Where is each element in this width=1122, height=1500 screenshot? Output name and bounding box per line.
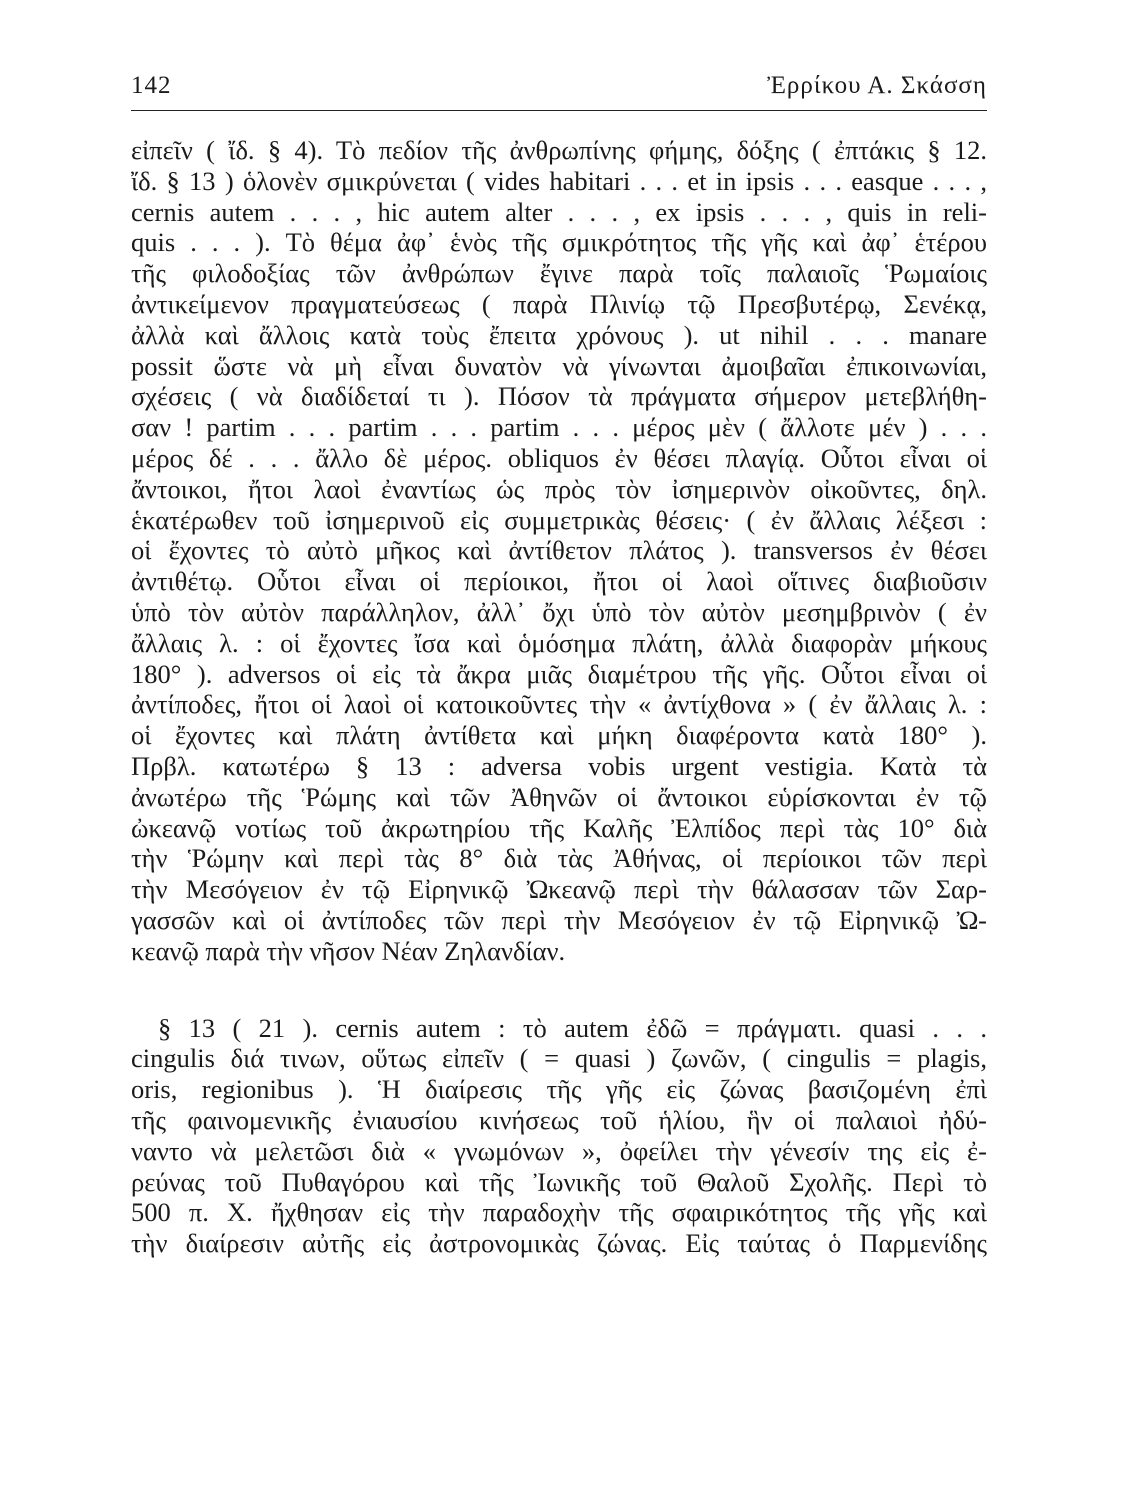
text-line: ἴδ. § 13 ) ὁλονὲν σμικρύνεται ( vides habitari . . . et in ipsis . . . easque . . . ,	[131, 165, 987, 196]
text-line: § 13 ( 21 ). cernis autem : τὸ autem ἐδῶ = πράγματι. quasi . . .	[158, 1012, 987, 1043]
text-line: ἄντοικοι, ἤτοι λαοὶ ἐναντίως ὡς πρὸς τὸν ἰσημερινὸν οἰκοῦντες, δηλ.	[131, 473, 987, 504]
text-line: γασσῶν καὶ οἱ ἀντίποδες τῶν περὶ τὴν Μεσόγειον ἐν τῷ Εἰρηνικῷ Ὠ-	[131, 904, 987, 935]
text-line: ἄλλαις λ. : οἱ ἔχοντες ἴσα καὶ ὁμόσημα πλάτη, ἀλλὰ διαφορὰν μήκους	[131, 627, 987, 658]
text-line: τὴν διαίρεσιν αὐτῆς εἰς ἀστρονομικὰς ζώνας. Εἰς ταύτας ὁ Παρμενίδης	[131, 1228, 987, 1259]
text-line: ἀντιθέτῳ. Οὗτοι εἶναι οἱ περίοικοι, ἤτοι οἱ λαοὶ οἵτινες διαβιοῦσιν	[131, 566, 987, 597]
text-line: Πρβλ. κατωτέρω § 13 : adversa vobis urgent vestigia. Κατὰ τὰ	[131, 750, 987, 781]
text-line: ἀντίποδες, ἤτοι οἱ λαοὶ οἱ κατοικοῦντες τὴν « ἀντίχθονα » ( ἐν ἄλλαις λ. :	[131, 689, 987, 720]
text-line: cernis autem . . . , hic autem alter . . . , ex ipsis . . . , quis in reli-	[131, 196, 987, 227]
text-line: ναντο νὰ μελετῶσι διὰ « γνωμόνων », ὀφείλει τὴν γένεσίν της εἰς ἐ-	[131, 1135, 987, 1166]
text-line: ἀνωτέρω τῆς Ῥώμης καὶ τῶν Ἀθηνῶν οἱ ἄντοικοι εὑρίσκονται ἐν τῷ	[131, 781, 987, 812]
text-line: cingulis διά τινων, οὕτως εἰπεῖν ( = quasi ) ζωνῶν, ( cingulis = plagis,	[131, 1043, 987, 1074]
paragraph-2	[131, 1013, 987, 1259]
text-line: οἱ ἔχοντες τὸ αὐτὸ μῆκος καὶ ἀντίθετον πλάτος ). transversos ἐν θέσει	[131, 535, 987, 566]
text-line: μέρος δέ . . . ἄλλο δὲ μέρος. obliquos ἐν θέσει πλαγίᾳ. Οὗτοι εἶναι οἱ	[131, 442, 987, 473]
text-line: τῆς φαινομενικῆς ἐνιαυσίου κινήσεως τοῦ ἡλίου, ἣν οἱ παλαιοὶ ἠδύ-	[131, 1104, 987, 1135]
page-header	[131, 62, 987, 111]
text-line: possit ὥστε νὰ μὴ εἶναι δυνατὸν νὰ γίνωνται ἀμοιβαῖαι ἐπικοινωνίαι,	[131, 350, 987, 381]
text-line: ἀλλὰ καὶ ἄλλοις κατὰ τοὺς ἔπειτα χρόνους ). ut nihil . . . manare	[131, 319, 987, 350]
text-line: ἑκατέρωθεν τοῦ ἰσημερινοῦ εἰς συμμετρικὰς θέσεις· ( ἐν ἄλλαις λέξεσι :	[131, 504, 987, 535]
text-line: oris, regionibus ). Ἡ διαίρεσις τῆς γῆς εἰς ζώνας βασιζομένη ἐπὶ	[131, 1074, 987, 1105]
page-number: 142	[131, 72, 172, 99]
running-head: Ἐρρίκου Α. Σκάσση	[767, 72, 987, 99]
text-line: οἱ ἔχοντες καὶ πλάτη ἀντίθετα καὶ μήκη διαφέροντα κατὰ 180° ).	[131, 720, 987, 751]
paragraph-1	[131, 135, 987, 967]
text-line: τὴν Ῥώμην καὶ περὶ τὰς 8° διὰ τὰς Ἀθήνας, οἱ περίοικοι τῶν περὶ	[131, 843, 987, 874]
text-line: quis . . . ). Τὸ θέμα ἀφ᾽ ἑνὸς τῆς σμικρότητος τῆς γῆς καὶ ἀφ᾽ ἑτέρου	[131, 227, 987, 258]
page-body	[131, 135, 987, 1259]
text-line: τὴν Μεσόγειον ἐν τῷ Εἰρηνικῷ Ὠκεανῷ περὶ τὴν θάλασσαν τῶν Σαρ-	[131, 874, 987, 905]
text-line: σαν ! partim . . . partim . . . partim . . . μέρος μὲν ( ἄλλοτε μέν ) . . .	[131, 412, 987, 443]
paragraph-gap	[131, 967, 987, 1013]
text-line: ρεύνας τοῦ Πυθαγόρου καὶ τῆς Ἰωνικῆς τοῦ Θαλοῦ Σχολῆς. Περὶ τὸ	[131, 1166, 987, 1197]
text-line: 500 π. Χ. ἤχθησαν εἰς τὴν παραδοχὴν τῆς σφαιρικότητος τῆς γῆς καὶ	[131, 1197, 987, 1228]
text-line: κεανῷ παρὰ τὴν νῆσον Νέαν Ζηλανδίαν.	[131, 935, 566, 966]
text-line: 180° ). adversos οἱ εἰς τὰ ἄκρα μιᾶς διαμέτρου τῆς γῆς. Οὗτοι εἶναι οἱ	[131, 658, 987, 689]
text-line: τῆς φιλοδοξίας τῶν ἀνθρώπων ἔγινε παρὰ τοῖς παλαιοῖς Ῥωμαίοις	[131, 258, 987, 289]
text-line: εἰπεῖν ( ἴδ. § 4). Τὸ πεδίον τῆς ἀνθρωπίνης φήμης, δόξης ( ἐπτάκις § 12.	[131, 135, 987, 165]
text-line: ὠκεανῷ νοτίως τοῦ ἀκρωτηρίου τῆς Καλῆς Ἐλπίδος περὶ τὰς 10° διὰ	[131, 812, 987, 843]
text-line: ὑπὸ τὸν αὐτὸν παράλληλον, ἀλλ᾽ ὄχι ὑπὸ τὸν αὐτὸν μεσημβρινὸν ( ἐν	[131, 596, 987, 627]
text-line: σχέσεις ( νὰ διαδίδεταί τι ). Πόσον τὰ πράγματα σήμερον μετεβλήθη-	[131, 381, 987, 412]
text-line: ἀντικείμενον πραγματεύσεως ( παρὰ Πλινίῳ τῷ Πρεσβυτέρῳ, Σενέκᾳ,	[131, 288, 987, 319]
